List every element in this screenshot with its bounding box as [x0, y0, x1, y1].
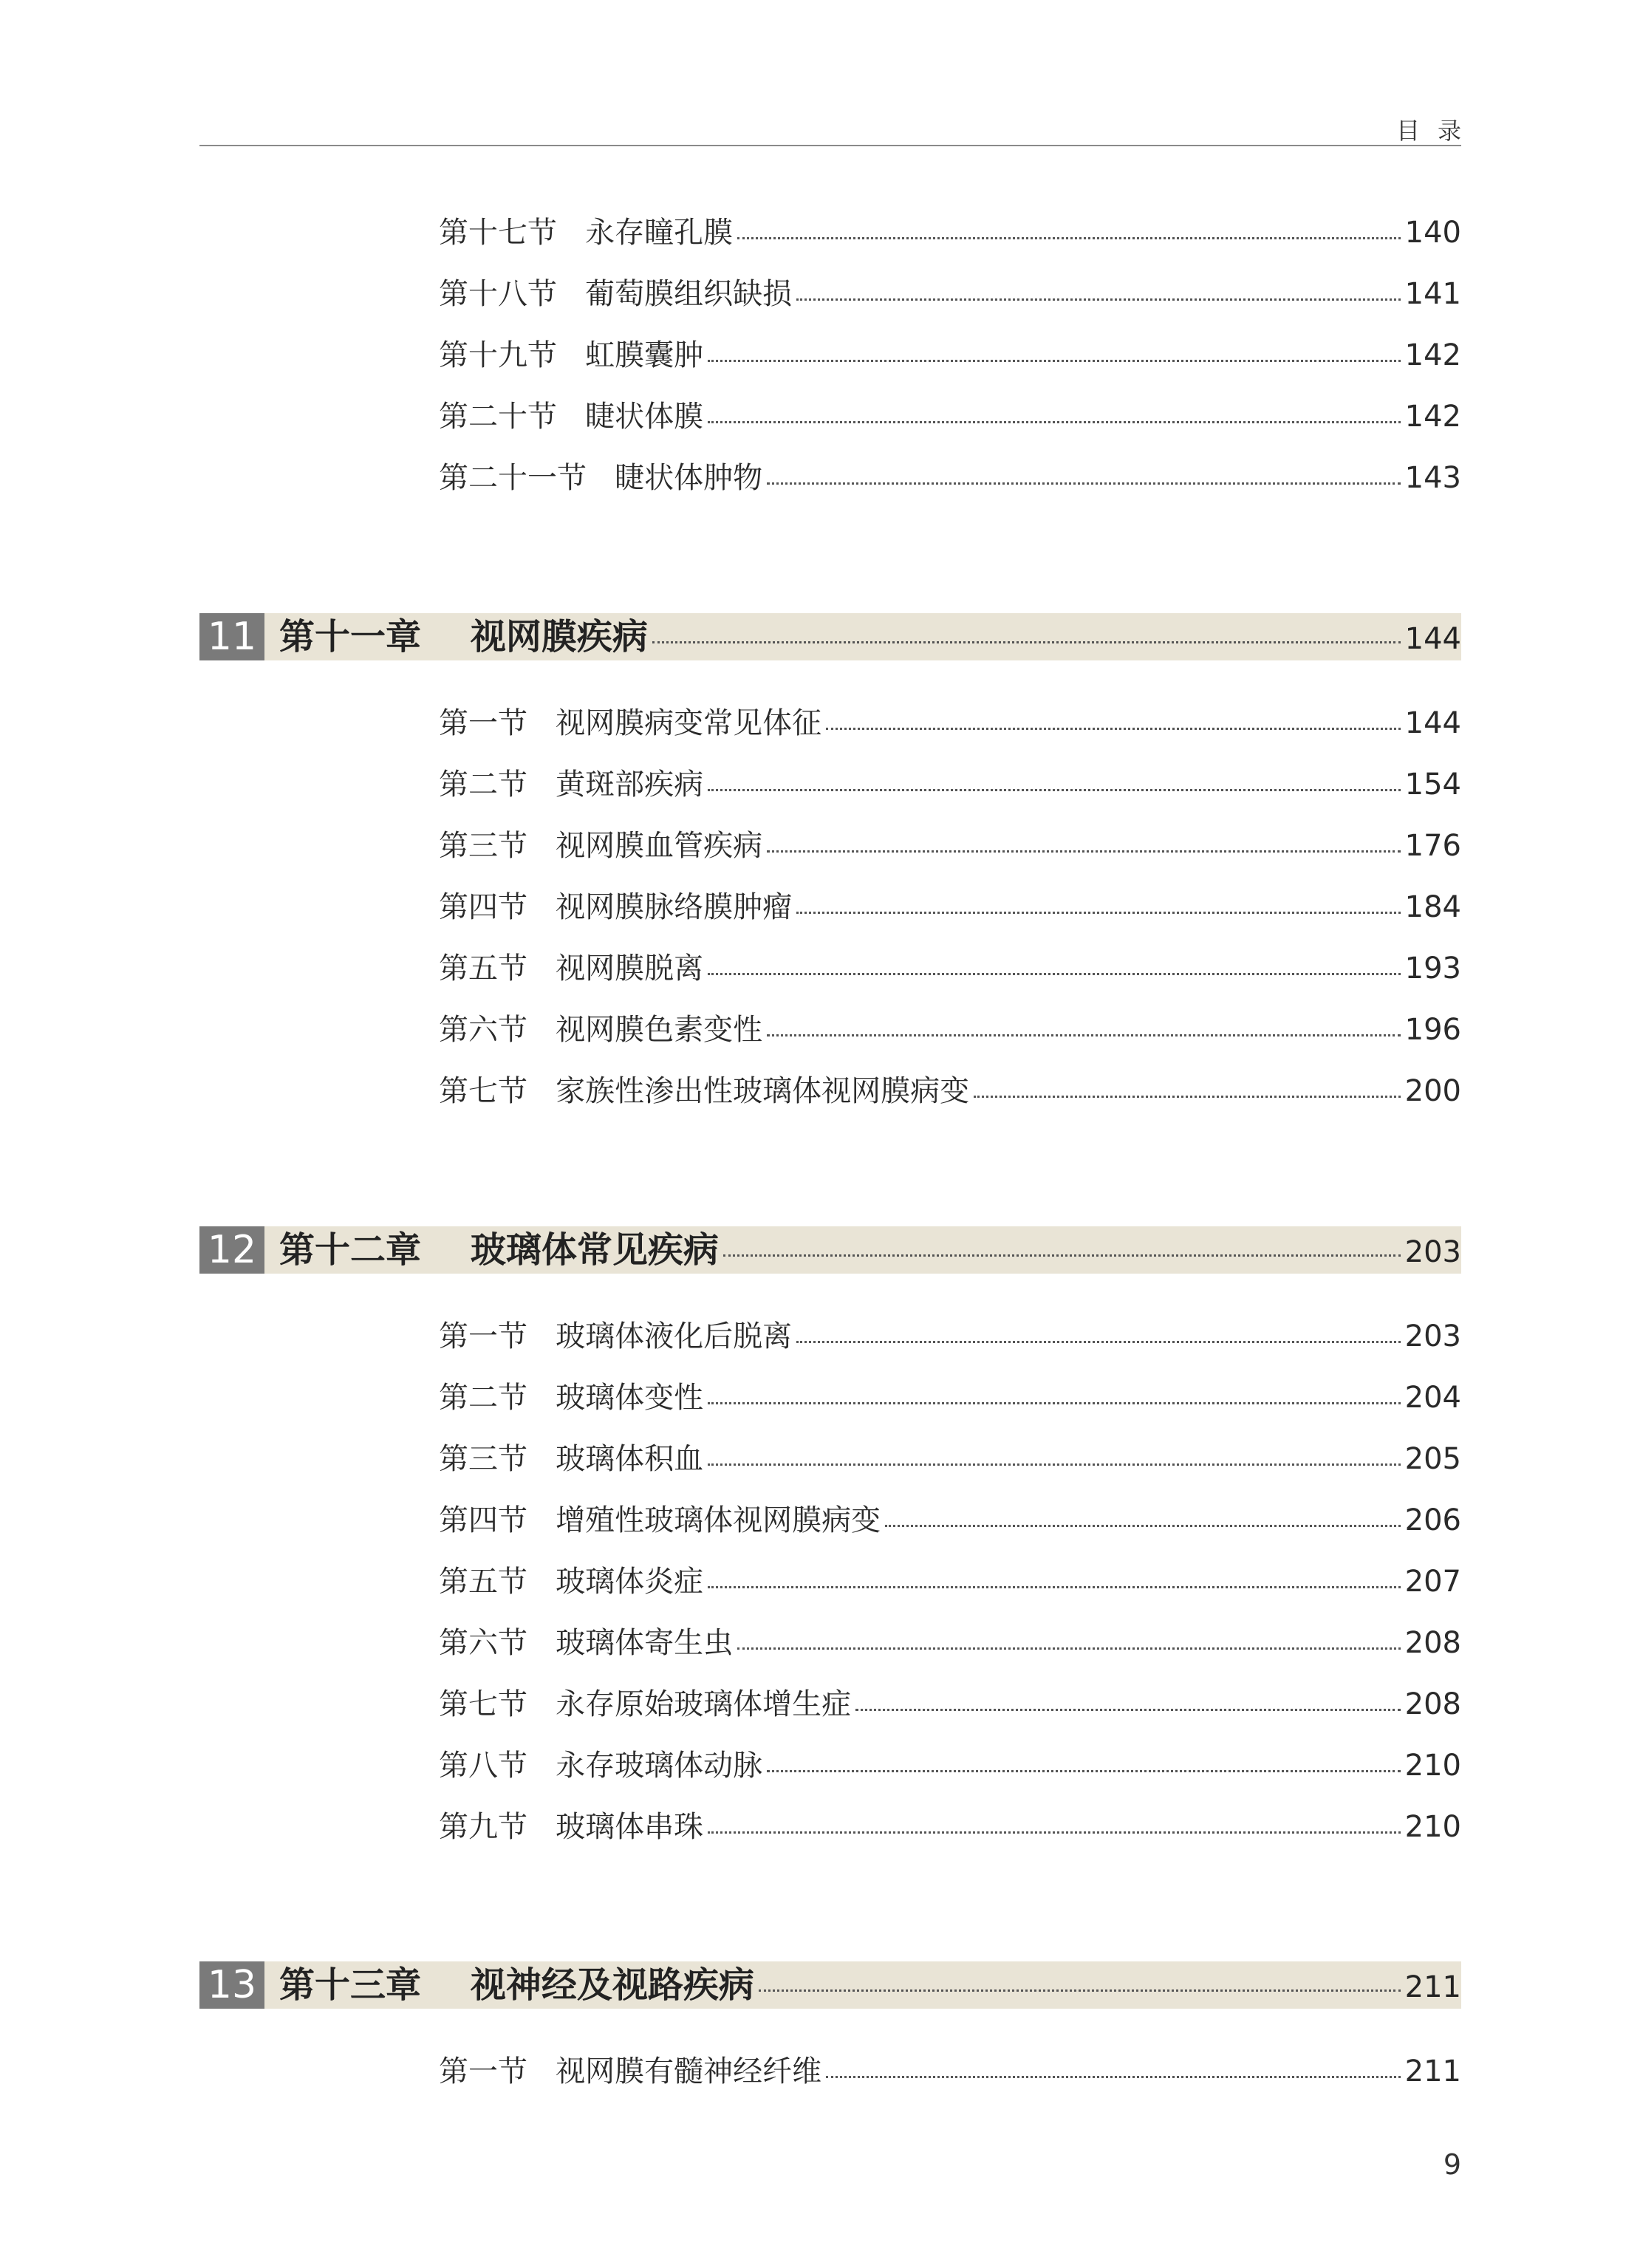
label-gap: [527, 1495, 556, 1546]
section-page: 207: [1404, 1565, 1461, 1599]
section-entry[interactable]: [439, 1678, 1461, 1730]
section-page: 200: [1404, 1074, 1461, 1108]
dot-leader: [796, 297, 1400, 301]
section-entry[interactable]: [439, 1372, 1461, 1424]
section-page: 204: [1404, 1381, 1461, 1415]
chapter-page: 144: [1404, 622, 1461, 656]
section-page: 206: [1404, 1503, 1461, 1537]
section-page: 143: [1404, 461, 1461, 495]
dot-leader: [759, 1988, 1401, 1992]
section-title: 视网膜血管疾病: [556, 829, 763, 863]
section-page: 142: [1404, 338, 1461, 372]
section-entry[interactable]: [439, 1740, 1461, 1791]
section-entry[interactable]: [439, 329, 1461, 381]
section-page: 154: [1404, 768, 1461, 802]
section-page: 196: [1404, 1013, 1461, 1047]
section-page: 193: [1404, 952, 1461, 986]
section-entry[interactable]: [439, 2046, 1461, 2097]
label-gap: [527, 1556, 556, 1608]
dot-leader: [796, 1339, 1400, 1343]
dot-leader: [708, 1462, 1400, 1466]
section-entry[interactable]: [439, 759, 1461, 810]
label-gap: [527, 1433, 556, 1485]
dot-leader: [708, 1830, 1400, 1834]
section-page: 144: [1404, 706, 1461, 740]
dot-leader: [767, 849, 1400, 853]
section-entry[interactable]: [439, 207, 1461, 259]
section-page: 184: [1404, 890, 1461, 924]
section-label: 第十七节: [439, 216, 557, 250]
running-head: [199, 111, 1479, 146]
label-gap: [527, 1372, 556, 1424]
section-label: 第二十一节: [439, 461, 587, 495]
label-gap: [557, 207, 585, 259]
section-entry[interactable]: [439, 881, 1461, 933]
section-title: 玻璃体变性: [556, 1381, 704, 1415]
section-entry[interactable]: [439, 1801, 1461, 1853]
section-label: 第六节: [439, 1013, 527, 1047]
dot-leader: [708, 358, 1400, 362]
section-entry[interactable]: [439, 820, 1461, 872]
section-entry[interactable]: [439, 268, 1461, 320]
dot-leader: [767, 1033, 1400, 1036]
running-head-text: 目录: [1395, 117, 1479, 145]
chapter-label: 第十二章: [279, 1229, 422, 1271]
section-label: 第一节: [439, 2054, 527, 2088]
section-label: 第五节: [439, 952, 527, 986]
label-gap: [587, 452, 615, 504]
dot-leader: [974, 1094, 1400, 1098]
section-label: 第二节: [439, 768, 527, 802]
section-page: 205: [1404, 1442, 1461, 1476]
label-gap: [557, 391, 585, 443]
section-title: 睫状体膜: [585, 400, 704, 434]
section-title: 玻璃体液化后脱离: [556, 1319, 793, 1353]
section-label: 第七节: [439, 1687, 527, 1721]
chapter-title: 视神经及视路疾病: [470, 1964, 754, 2006]
section-entry[interactable]: [439, 452, 1461, 504]
section-title: 永存原始玻璃体增生症: [556, 1687, 852, 1721]
section-page: 203: [1404, 1319, 1461, 1353]
section-title: 玻璃体串珠: [556, 1810, 704, 1844]
dot-leader: [826, 2074, 1400, 2078]
section-label: 第八节: [439, 1749, 527, 1783]
section-page: 211: [1404, 2054, 1461, 2088]
label-gap: [527, 943, 556, 994]
dot-leader: [708, 420, 1400, 423]
section-page: 176: [1404, 829, 1461, 863]
section-entry[interactable]: [439, 1004, 1461, 1056]
section-entry[interactable]: [439, 1556, 1461, 1608]
section-page: 142: [1404, 400, 1461, 434]
section-label: 第二十节: [439, 400, 557, 434]
dot-leader: [885, 1523, 1400, 1527]
label-gap: [527, 1740, 556, 1791]
label-gap: [527, 1617, 556, 1669]
section-title: 玻璃体积血: [556, 1442, 704, 1476]
page-number: 9: [1443, 2148, 1461, 2181]
section-page: 140: [1404, 216, 1461, 250]
section-title: 家族性渗出性玻璃体视网膜病变: [556, 1074, 970, 1108]
label-gap: [527, 820, 556, 872]
chapter-number-badge: 12: [199, 1226, 264, 1274]
chapter-number-badge: 11: [199, 613, 264, 660]
section-label: 第十九节: [439, 338, 557, 372]
dot-leader: [855, 1707, 1400, 1711]
dot-leader: [708, 1585, 1400, 1588]
section-page: 210: [1404, 1810, 1461, 1844]
section-label: 第九节: [439, 1810, 527, 1844]
label-gap: [527, 881, 556, 933]
dot-leader: [723, 1253, 1401, 1257]
section-entry[interactable]: [439, 1617, 1461, 1669]
label-gap: [557, 268, 585, 320]
section-label: 第二节: [439, 1381, 527, 1415]
section-page: 141: [1404, 277, 1461, 311]
dot-leader: [767, 481, 1400, 485]
section-label: 第六节: [439, 1626, 527, 1660]
section-page: 210: [1404, 1749, 1461, 1783]
section-title: 视网膜脱离: [556, 952, 704, 986]
chapter-label: 第十三章: [279, 1964, 422, 2006]
section-entry[interactable]: [439, 1311, 1461, 1362]
section-title: 视网膜色素变性: [556, 1013, 763, 1047]
dot-leader: [708, 788, 1400, 791]
chapter-entry[interactable]: [199, 613, 1461, 660]
section-title: 黄斑部疾病: [556, 768, 704, 802]
section-label: 第三节: [439, 829, 527, 863]
section-entry[interactable]: [439, 1433, 1461, 1485]
section-label: 第一节: [439, 1319, 527, 1353]
section-label: 第四节: [439, 1503, 527, 1537]
section-title: 虹膜囊肿: [585, 338, 704, 372]
section-label: 第三节: [439, 1442, 527, 1476]
chapter-number-badge: 13: [199, 1961, 264, 2009]
chapter-label: 第十一章: [279, 616, 422, 657]
section-title: 睫状体肿物: [615, 461, 763, 495]
section-label: 第四节: [439, 890, 527, 924]
dot-leader: [767, 1769, 1400, 1772]
section-label: 第七节: [439, 1074, 527, 1108]
dot-leader: [652, 640, 1401, 643]
section-title: 视网膜脉络膜肿瘤: [556, 890, 793, 924]
section-title: 永存瞳孔膜: [585, 216, 734, 250]
section-page: 208: [1404, 1687, 1461, 1721]
chapter-entry[interactable]: [199, 1226, 1461, 1274]
section-title: 视网膜有髓神经纤维: [556, 2054, 822, 2088]
dot-leader: [737, 1646, 1400, 1650]
label-gap: [527, 1801, 556, 1853]
section-entry[interactable]: [439, 1065, 1461, 1117]
label-gap: [527, 1311, 556, 1362]
label-gap: [527, 1678, 556, 1730]
section-entry[interactable]: [439, 943, 1461, 994]
label-gap: [527, 759, 556, 810]
label-gap: [421, 1226, 471, 1274]
label-gap: [527, 697, 556, 749]
dot-leader: [737, 236, 1400, 239]
label-gap: [527, 2046, 556, 2097]
section-entry[interactable]: [439, 391, 1461, 443]
dot-leader: [826, 726, 1400, 730]
label-gap: [421, 613, 471, 660]
dot-leader: [796, 910, 1400, 914]
section-entry[interactable]: [439, 1495, 1461, 1546]
section-title: 增殖性玻璃体视网膜病变: [556, 1503, 881, 1537]
chapter-title: 玻璃体常见疾病: [470, 1229, 719, 1271]
label-gap: [527, 1004, 556, 1056]
section-title: 视网膜病变常见体征: [556, 706, 822, 740]
chapter-entry[interactable]: [199, 1961, 1461, 2009]
dot-leader: [708, 1401, 1400, 1404]
label-gap: [557, 329, 585, 381]
chapter-title: 视网膜疾病: [470, 616, 648, 657]
section-page: 208: [1404, 1626, 1461, 1660]
section-label: 第五节: [439, 1565, 527, 1599]
section-label: 第十八节: [439, 277, 557, 311]
label-gap: [527, 1065, 556, 1117]
chapter-page: 203: [1404, 1235, 1461, 1269]
section-title: 玻璃体炎症: [556, 1565, 704, 1599]
section-label: 第一节: [439, 706, 527, 740]
section-title: 永存玻璃体动脉: [556, 1749, 763, 1783]
section-title: 玻璃体寄生虫: [556, 1626, 734, 1660]
label-gap: [421, 1961, 471, 2009]
section-title: 葡萄膜组织缺损: [585, 277, 793, 311]
chapter-page: 211: [1404, 1970, 1461, 2004]
section-entry[interactable]: [439, 697, 1461, 749]
dot-leader: [708, 971, 1400, 975]
